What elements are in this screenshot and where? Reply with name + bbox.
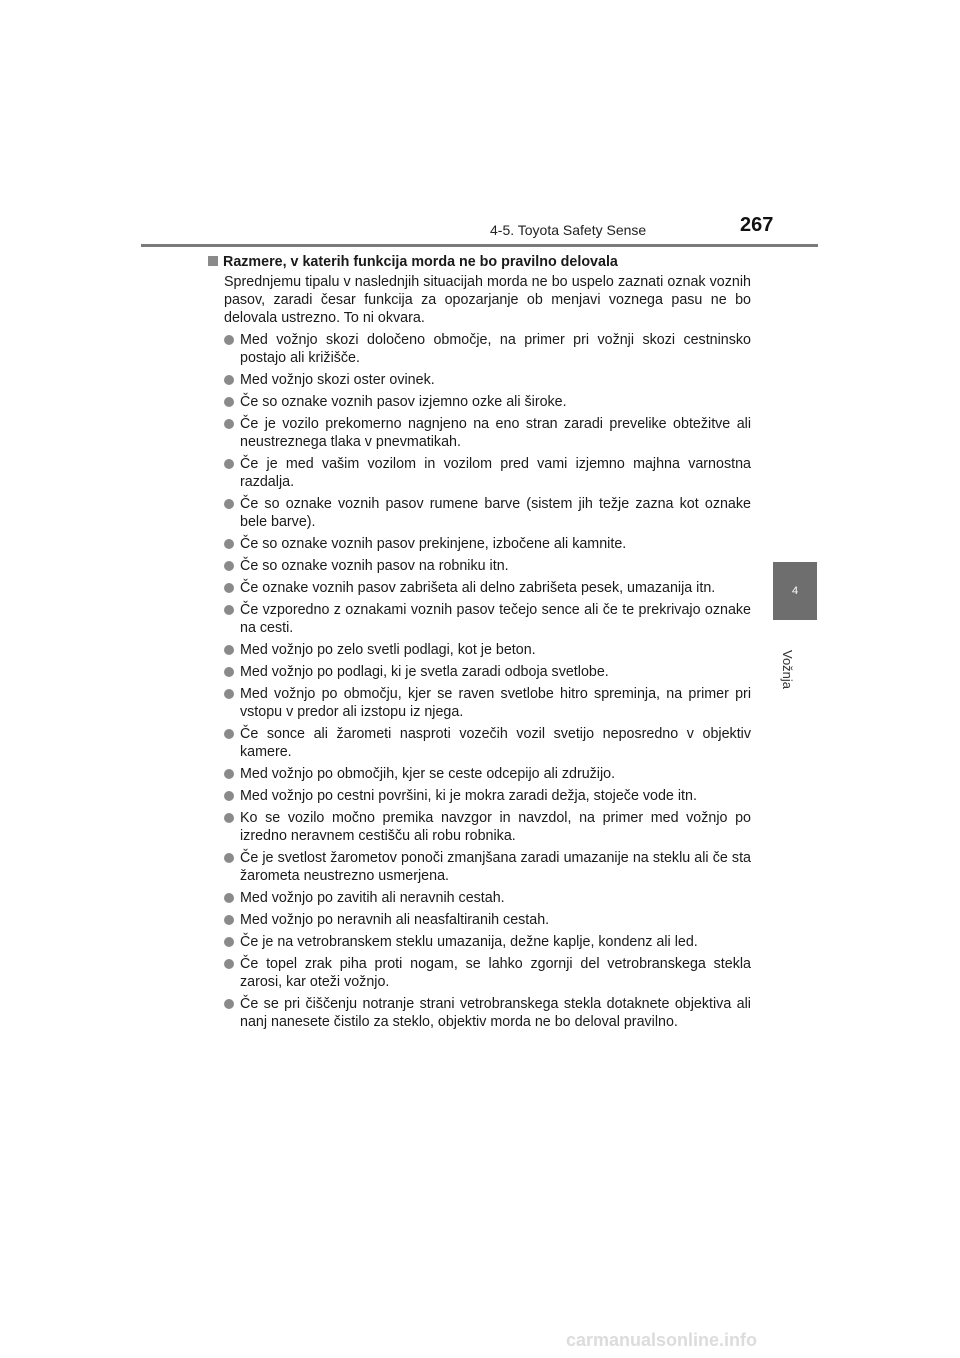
- list-item-text: Med vožnjo po zavitih ali neravnih cestah.: [240, 890, 505, 906]
- round-bullet-icon: [224, 539, 234, 549]
- list-item-text: Med vožnjo po zelo svetli podlagi, kot je beton.: [240, 642, 536, 658]
- list-item: [208, 933, 751, 951]
- round-bullet-icon: [224, 999, 234, 1009]
- round-bullet-icon: [224, 667, 234, 677]
- round-bullet-icon: [224, 561, 234, 571]
- list-item-text: Če oznake voznih pasov zabrišeta ali delno zabrišeta pesek, umazanija itn.: [240, 580, 716, 596]
- list-item-text: Če topel zrak piha proti nogam, se lahko zgornji del vetrobranskega stekla zarosi, kar oteži vožnjo.: [240, 956, 751, 990]
- list-item: [208, 601, 751, 637]
- header-divider: [141, 244, 818, 247]
- list-item-text: Med vožnjo po območjih, kjer se ceste odcepijo ali združijo.: [240, 766, 616, 782]
- list-item: [208, 579, 751, 597]
- round-bullet-icon: [224, 375, 234, 385]
- round-bullet-icon: [224, 937, 234, 947]
- list-item: [208, 955, 751, 991]
- round-bullet-icon: [224, 397, 234, 407]
- list-item-text: Med vožnjo skozi oster ovinek.: [240, 372, 435, 388]
- list-item: [208, 535, 751, 553]
- list-item: [208, 889, 751, 907]
- round-bullet-icon: [224, 959, 234, 969]
- list-item-text: Če vzporedno z oznakami voznih pasov tečejo sence ali če te prekrivajo oznake na cesti.: [240, 602, 751, 636]
- list-item: [208, 685, 751, 721]
- round-bullet-icon: [224, 729, 234, 739]
- list-item-text: Če so oznake voznih pasov rumene barve (sistem jih težje zazna kot oznake bele barve).: [240, 496, 751, 530]
- condition-list: [208, 331, 751, 1031]
- list-item: [208, 557, 751, 575]
- list-item: [208, 495, 751, 531]
- round-bullet-icon: [224, 645, 234, 655]
- list-item: [208, 809, 751, 845]
- intro-paragraph: Sprednjemu tipalu v naslednjih situacijah morda ne bo uspelo zaznati oznak voznih pasov, zaradi česar funkcija za opozarjanje ob menjavi voznega pasu ne bo delovala ustrezno. To ni okvara.: [224, 274, 751, 326]
- chapter-number: 4: [791, 585, 799, 597]
- list-item-text: Ko se vozilo močno premika navzgor in navzdol, na primer med vožnjo po izredno neravnem cestišču ali robu robnika.: [240, 810, 751, 844]
- round-bullet-icon: [224, 689, 234, 699]
- chapter-tab: [773, 562, 817, 620]
- list-item: [208, 641, 751, 659]
- round-bullet-icon: [224, 813, 234, 823]
- list-item-text: Če je med vašim vozilom in vozilom pred vami izjemno majhna varnostna razdalja.: [240, 456, 751, 490]
- round-bullet-icon: [224, 791, 234, 801]
- round-bullet-icon: [224, 605, 234, 615]
- list-item: [208, 393, 751, 411]
- list-item-text: Med vožnjo po podlagi, ki je svetla zaradi odboja svetlobe.: [240, 664, 609, 680]
- list-item: [208, 663, 751, 681]
- list-item: [208, 995, 751, 1031]
- list-item-text: Če sonce ali žarometi nasproti vozečih vozil svetijo neposredno v objektiv kamere.: [240, 726, 751, 760]
- list-item: [208, 415, 751, 451]
- list-item-text: Med vožnjo po cestni površini, ki je mokra zaradi dežja, stoječe vode itn.: [240, 788, 697, 804]
- list-item: [208, 725, 751, 761]
- list-item-text: Med vožnjo po območju, kjer se raven svetlobe hitro spreminja, na primer pri vstopu v predor ali izstopu iz njega.: [240, 686, 751, 720]
- list-item-text: Če je vozilo prekomerno nagnjeno na eno stran zaradi prevelike obtežitve ali neustreznega tlaka v pnevmatikah.: [240, 416, 751, 450]
- main-content: [208, 253, 751, 1035]
- list-item: [208, 371, 751, 389]
- round-bullet-icon: [224, 853, 234, 863]
- section-heading: [208, 253, 751, 271]
- list-item: [208, 787, 751, 805]
- list-item: [208, 849, 751, 885]
- list-item: [208, 455, 751, 491]
- list-item-text: Če je svetlost žarometov ponoči zmanjšana zaradi umazanije na steklu ali če sta žarometa neustrezno usmerjena.: [240, 850, 751, 884]
- round-bullet-icon: [224, 459, 234, 469]
- page-number: 267: [740, 214, 774, 236]
- list-item-text: Če so oznake voznih pasov na robniku itn.: [240, 558, 509, 574]
- section-heading-text: Razmere, v katerih funkcija morda ne bo pravilno delovala: [223, 254, 618, 270]
- running-header-section: 4-5. Toyota Safety Sense: [490, 222, 647, 238]
- round-bullet-icon: [224, 583, 234, 593]
- watermark: carmanualsonline.info: [566, 1330, 758, 1350]
- round-bullet-icon: [224, 893, 234, 903]
- round-bullet-icon: [224, 769, 234, 779]
- square-bullet-icon: [208, 256, 218, 266]
- list-item: [208, 765, 751, 783]
- list-item-text: Če so oznake voznih pasov prekinjene, izbočene ali kamnite.: [240, 536, 627, 552]
- round-bullet-icon: [224, 419, 234, 429]
- round-bullet-icon: [224, 499, 234, 509]
- list-item-text: Če se pri čiščenju notranje strani vetrobranskega stekla dotaknete objektiva ali nanj nanesete čistilo za steklo, objektiv morda ne bo deloval pravilno.: [240, 996, 751, 1030]
- list-item-text: Če je na vetrobranskem steklu umazanija, dežne kaplje, kondenz ali led.: [240, 934, 698, 950]
- round-bullet-icon: [224, 335, 234, 345]
- list-item-text: Če so oznake voznih pasov izjemno ozke ali široke.: [240, 394, 567, 410]
- list-item: [208, 911, 751, 929]
- chapter-label: Vožnja: [780, 650, 795, 690]
- round-bullet-icon: [224, 915, 234, 925]
- list-item-text: Med vožnjo po neravnih ali neasfaltiranih cestah.: [240, 912, 550, 928]
- list-item-text: Med vožnjo skozi določeno območje, na primer pri vožnji skozi cestninsko postajo ali križišče.: [240, 332, 751, 366]
- list-item: [208, 331, 751, 367]
